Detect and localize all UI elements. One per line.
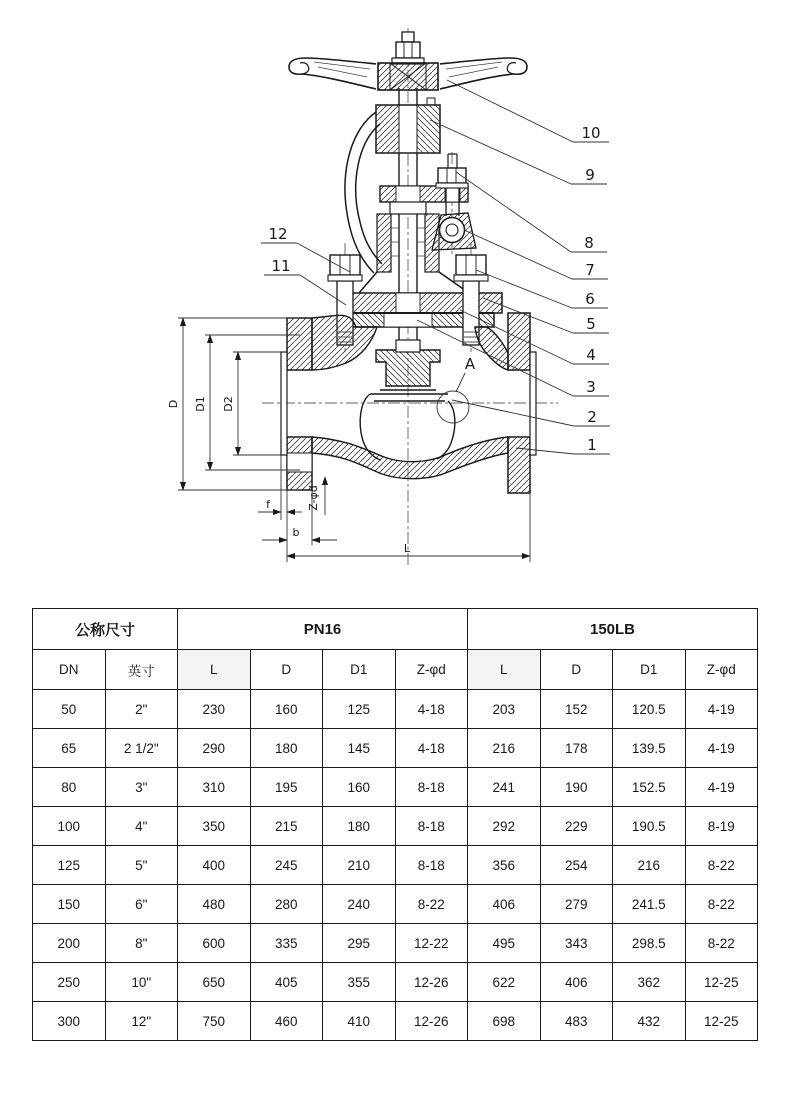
table-cell: 80 [33, 768, 106, 807]
table-cell: 241.5 [613, 885, 686, 924]
table-cell: 65 [33, 729, 106, 768]
table-cell: 50 [33, 690, 106, 729]
table-cell: 250 [33, 963, 106, 1002]
table-cell: 190.5 [613, 807, 686, 846]
table-cell: 178 [540, 729, 613, 768]
table-cell: 406 [468, 885, 541, 924]
column-header-cell: Z-φd [395, 650, 468, 690]
table-cell: 300 [33, 1002, 106, 1041]
table-cell: 152 [540, 690, 613, 729]
disc-nut [396, 340, 420, 352]
detail-a-label: A [464, 355, 476, 373]
callout-12: 12 [268, 225, 288, 243]
table-cell: 350 [178, 807, 251, 846]
valve-dimensions-table [32, 608, 758, 1041]
callout-3: 3 [586, 378, 596, 396]
table-cell: 12-22 [395, 924, 468, 963]
table-cell: 8-18 [395, 768, 468, 807]
table-cell: 410 [323, 1002, 396, 1041]
dim-label-d: D [167, 399, 180, 409]
table-cell: 650 [178, 963, 251, 1002]
table-row [33, 690, 758, 729]
table-cell: 240 [323, 885, 396, 924]
table-cell: 355 [323, 963, 396, 1002]
callout-9: 9 [585, 166, 595, 184]
table-cell: 125 [323, 690, 396, 729]
table-body [33, 690, 758, 1041]
table-cell: 8" [105, 924, 178, 963]
column-header-cell: D [540, 650, 613, 690]
callout-6: 6 [585, 290, 595, 308]
table-cell: 8-18 [395, 807, 468, 846]
table-row [33, 924, 758, 963]
left-flange [281, 318, 312, 490]
table-cell: 290 [178, 729, 251, 768]
callout-4: 4 [586, 346, 596, 364]
table-cell: 4" [105, 807, 178, 846]
table-cell: 145 [323, 729, 396, 768]
table-cell: 600 [178, 924, 251, 963]
table-cell: 698 [468, 1002, 541, 1041]
callout-1: 1 [587, 436, 597, 454]
column-header-cell: D [250, 650, 323, 690]
callout-numbers [268, 124, 600, 454]
table-cell: 152.5 [613, 768, 686, 807]
column-header-cell: Z-φd [685, 650, 758, 690]
table-cell: 12" [105, 1002, 178, 1041]
table-cell: 180 [323, 807, 396, 846]
table-cell: 8-18 [395, 846, 468, 885]
bolt-hole-section [287, 453, 312, 472]
table-cell: 160 [250, 690, 323, 729]
table-cell: 139.5 [613, 729, 686, 768]
dim-label-d2: D2 [222, 396, 235, 412]
table-cell: 150 [33, 885, 106, 924]
table-cell: 216 [613, 846, 686, 885]
table-cell: 4-19 [685, 690, 758, 729]
raised-face [530, 352, 536, 455]
table-cell: 160 [323, 768, 396, 807]
table-cell: 432 [613, 1002, 686, 1041]
table-cell: 279 [540, 885, 613, 924]
stem-tip [402, 32, 414, 42]
table-cell: 254 [540, 846, 613, 885]
detail-a-circle [437, 391, 469, 423]
table-cell: 203 [468, 690, 541, 729]
callout-8: 8 [584, 234, 594, 252]
callout-11: 11 [271, 257, 291, 275]
table-row [33, 846, 758, 885]
table-cell: 310 [178, 768, 251, 807]
table-row [33, 768, 758, 807]
table-cell: 8-22 [395, 885, 468, 924]
table-cell: 480 [178, 885, 251, 924]
table-cell: 343 [540, 924, 613, 963]
table-cell: 405 [250, 963, 323, 1002]
handwheel-nut [396, 42, 420, 58]
callout-10: 10 [581, 124, 601, 142]
callout-2: 2 [587, 408, 597, 426]
dim-label-zd: Z-φd [307, 485, 320, 511]
table-cell: 8-19 [685, 807, 758, 846]
table-row [33, 885, 758, 924]
table-cell: 362 [613, 963, 686, 1002]
column-header-cell: DN [33, 650, 106, 690]
group-header-cell: 公称尺寸 [33, 609, 178, 650]
handwheel [289, 32, 527, 90]
table-cell: 215 [250, 807, 323, 846]
table-head [33, 609, 758, 690]
table-row [33, 807, 758, 846]
table-cell: 495 [468, 924, 541, 963]
table-cell: 298.5 [613, 924, 686, 963]
table-cell: 216 [468, 729, 541, 768]
callout-7: 7 [585, 261, 595, 279]
callout-5: 5 [586, 315, 596, 333]
table-cell: 622 [468, 963, 541, 1002]
table-cell: 280 [250, 885, 323, 924]
table-cell: 12-26 [395, 1002, 468, 1041]
table-cell: 750 [178, 1002, 251, 1041]
table-cell: 8-22 [685, 885, 758, 924]
table-cell: 195 [250, 768, 323, 807]
table-cell: 120.5 [613, 690, 686, 729]
seat-and-partition [360, 394, 455, 460]
table-cell: 12-25 [685, 963, 758, 1002]
valve-disc [376, 350, 440, 386]
table-cell: 210 [323, 846, 396, 885]
dim-label-b: b [292, 526, 300, 539]
table-cell: 5" [105, 846, 178, 885]
column-header-cell: D1 [323, 650, 396, 690]
table-cell: 2" [105, 690, 178, 729]
table-cell: 4-19 [685, 768, 758, 807]
group-header-cell: PN16 [178, 609, 468, 650]
stuffing-box-wall [377, 214, 391, 272]
table-cell: 292 [468, 807, 541, 846]
table-cell: 8-22 [685, 846, 758, 885]
table-cell: 230 [178, 690, 251, 729]
table-cell: 12-25 [685, 1002, 758, 1041]
table-cell: 295 [323, 924, 396, 963]
column-header-cell: 英寸 [105, 650, 178, 690]
table-row [33, 963, 758, 1002]
dim-label-d1: D1 [194, 396, 207, 412]
table-cell: 10" [105, 963, 178, 1002]
dim-label-f: f [266, 498, 270, 511]
table-cell: 6" [105, 885, 178, 924]
table-cell: 2 1/2" [105, 729, 178, 768]
table-cell: 241 [468, 768, 541, 807]
raised-face [281, 352, 287, 455]
column-header-cell: D1 [613, 650, 686, 690]
gland-follower [390, 202, 426, 214]
table-cell: 3" [105, 768, 178, 807]
table-cell: 229 [540, 807, 613, 846]
table-cell: 200 [33, 924, 106, 963]
table-cell: 190 [540, 768, 613, 807]
yoke-bushing [376, 98, 440, 153]
column-header-cell: L [468, 650, 541, 690]
dimension-table [32, 608, 758, 1041]
table-cell: 335 [250, 924, 323, 963]
table-cell: 8-22 [685, 924, 758, 963]
group-header-cell: 150LB [468, 609, 758, 650]
table-row [33, 729, 758, 768]
table-cell: 4-18 [395, 729, 468, 768]
table-cell: 356 [468, 846, 541, 885]
table-cell: 180 [250, 729, 323, 768]
table-cell: 125 [33, 846, 106, 885]
table-cell: 406 [540, 963, 613, 1002]
table-cell: 4-18 [395, 690, 468, 729]
table-cell: 245 [250, 846, 323, 885]
table-cell: 100 [33, 807, 106, 846]
column-header-cell: L [178, 650, 251, 690]
table-cell: 12-26 [395, 963, 468, 1002]
table-cell: 460 [250, 1002, 323, 1041]
table-cell: 400 [178, 846, 251, 885]
table-cell: 483 [540, 1002, 613, 1041]
table-cell: 4-19 [685, 729, 758, 768]
table-row [33, 1002, 758, 1041]
dim-label-l: L [403, 542, 411, 555]
